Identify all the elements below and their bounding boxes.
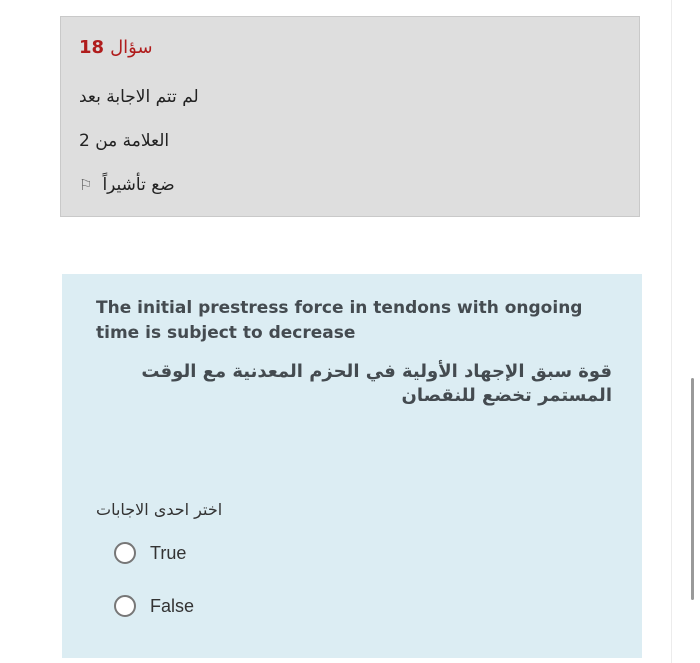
question-word: سؤال	[110, 37, 153, 58]
option-false[interactable]	[114, 591, 194, 621]
option-true-label: True	[150, 542, 187, 563]
question-number-heading	[79, 37, 153, 58]
question-content-panel	[62, 274, 642, 658]
question-number: 18	[79, 37, 105, 58]
question-text-arabic: قوة سبق الإجهاد الأولية في الحزم المعدنية مع الوقت المستمر تخضع للنقصان	[141, 361, 612, 406]
page-edge-divider	[671, 0, 672, 663]
vertical-scrollbar[interactable]	[691, 378, 694, 600]
answer-status: لم تتم الاجابة بعد	[79, 87, 199, 107]
answer-instruction: اختر احدى الاجابات	[96, 500, 223, 519]
question-info-panel	[60, 16, 640, 217]
option-true[interactable]	[114, 538, 186, 568]
radio-button-true[interactable]	[114, 542, 136, 564]
flag-question-link[interactable]	[79, 175, 175, 195]
option-false-label: False	[150, 595, 195, 616]
flag-question-label: ضع تأشيراً	[102, 175, 175, 195]
radio-button-false[interactable]	[114, 595, 136, 617]
flag-icon: ⚐	[79, 176, 93, 194]
marks-info: العلامة من 2	[79, 131, 170, 151]
question-text-english: The initial prestress force in tendons with ongoing time is subject to decrease	[96, 298, 583, 343]
